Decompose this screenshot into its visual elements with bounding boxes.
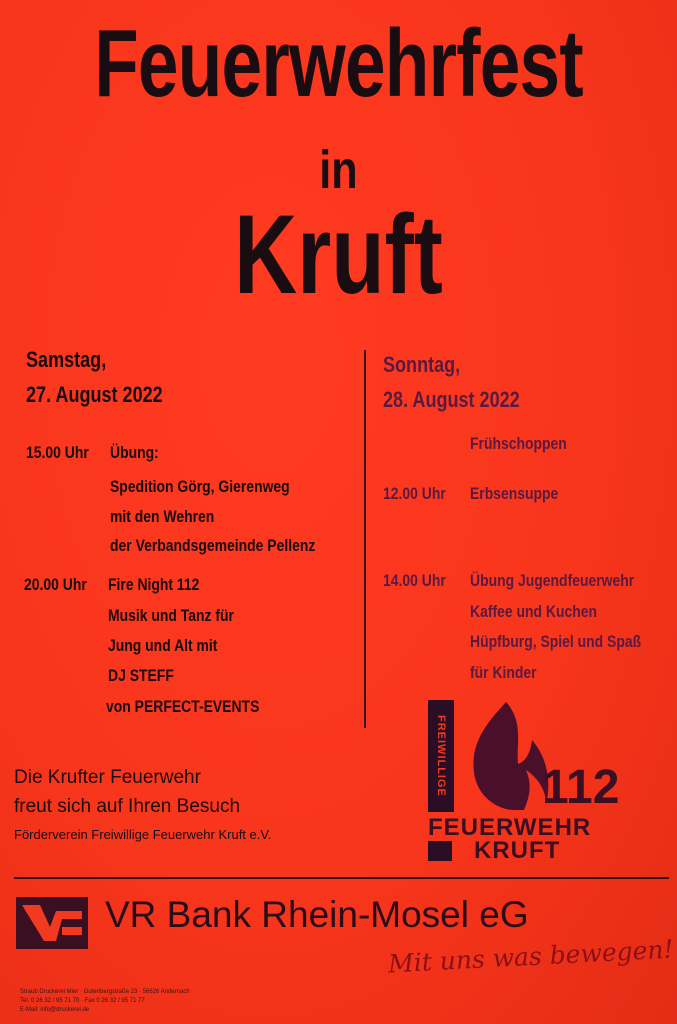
poster-title-in: in <box>319 140 358 200</box>
freiwillige-text: FREIWILLIGE <box>435 715 447 797</box>
saturday-event-1-line-3: mit den Wehren <box>110 507 215 526</box>
saturday-event-2-line-4: DJ STEFF <box>108 666 174 685</box>
flame-icon <box>466 700 552 812</box>
sunday-intro: Frühschoppen <box>470 434 567 453</box>
bank-slogan: Mit uns was bewegen! <box>387 934 675 979</box>
thanks-line-1: Die Krufter Feuerwehr <box>14 767 201 788</box>
saturday-event-2-line-5: von PERFECT-EVENTS <box>106 697 260 716</box>
saturday-event-2-line-1: Fire Night 112 <box>108 575 200 594</box>
bank-name: VR Bank Rhein-Mosel eG <box>105 894 529 935</box>
imprint-line-1: Straub Druckerei Mier · Gutenbergstraße 23 · 56626 Andernach <box>20 989 190 995</box>
sunday-event-2-line-1: Übung Jugendfeuerwehr <box>470 571 635 590</box>
vr-bank-logo-icon <box>16 897 88 949</box>
saturday-event-2-time: 20.00 Uhr <box>24 575 87 594</box>
saturday-date: 27. August 2022 <box>26 382 163 407</box>
saturday-event-1-line-2: Spedition Görg, Gierenweg <box>110 477 290 496</box>
thanks-line-2: freut sich auf Ihren Besuch <box>14 796 241 817</box>
saturday-event-2-line-2: Musik und Tanz für <box>108 606 234 625</box>
freiwillige-vertical-label <box>428 700 454 812</box>
sunday-event-2-time: 14.00 Uhr <box>383 571 446 590</box>
saturday-event-1-line-4: der Verbandsgemeinde Pellenz <box>110 536 316 555</box>
saturday-day: Samstag, <box>26 347 107 372</box>
sunday-date: 28. August 2022 <box>383 387 520 412</box>
sunday-event-2-line-2: Kaffee und Kuchen <box>470 602 598 621</box>
column-divider <box>364 350 366 728</box>
sunday-event-1-line-1: Erbsensuppe <box>470 484 559 503</box>
footer-rule <box>14 877 669 879</box>
imprint-line-3: E-Mail: info@druckerei.de <box>20 1007 90 1013</box>
poster-title: Feuerwehrfest <box>94 10 583 117</box>
logo-square <box>428 841 452 861</box>
sunday-event-2-line-3: Hüpfburg, Spiel und Spaß <box>470 632 642 651</box>
association-name: Förderverein Freiwillige Feuerwehr Kruft e.V. <box>14 827 272 842</box>
saturday-event-1-time: 15.00 Uhr <box>26 443 89 462</box>
imprint-line-2: Tel. 0 26 32 / 95 71 70 · Fax 0 26 32 / 95 71 77 <box>20 998 145 1004</box>
logo-kruft: KRUFT <box>474 837 561 864</box>
logo-feuerwehr: FEUERWEHR <box>428 814 592 841</box>
poster-title-place: Kruft <box>234 192 443 317</box>
sunday-event-2-line-4: für Kinder <box>470 663 537 682</box>
logo-number: 112 <box>542 761 620 814</box>
sunday-day: Sonntag, <box>383 352 461 377</box>
saturday-event-2-line-3: Jung und Alt mit <box>108 636 218 655</box>
saturday-event-1-line-1: Übung: <box>110 443 159 462</box>
sunday-event-1-time: 12.00 Uhr <box>383 484 446 503</box>
